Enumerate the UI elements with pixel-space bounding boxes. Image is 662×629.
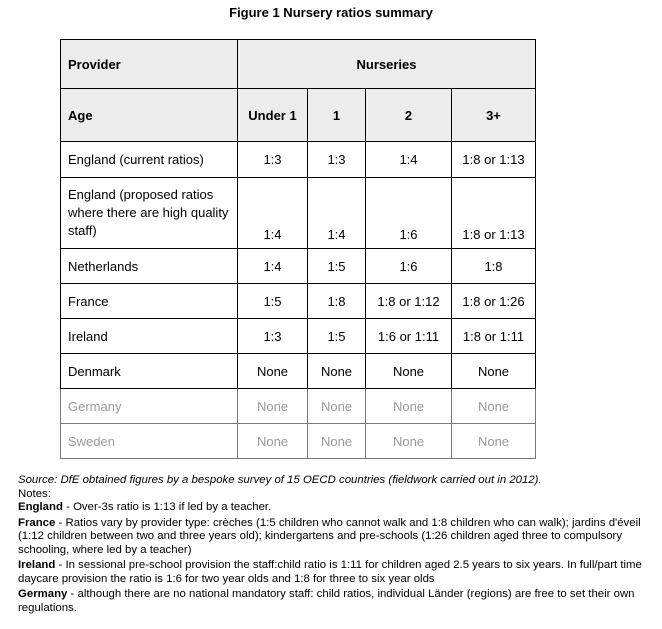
header-row-provider	[61, 40, 536, 89]
notes-section	[18, 474, 658, 615]
row-label: Denmark	[61, 354, 238, 389]
ratio-cell: 1:4	[238, 249, 308, 284]
row-label: England (proposed ratios where there are high quality staff)	[61, 178, 238, 249]
note-country: Ireland	[18, 559, 56, 571]
table-row	[61, 178, 536, 249]
note-country: Germany	[18, 588, 68, 600]
ratio-cell: None	[308, 424, 366, 459]
ratio-cell: 1:5	[238, 284, 308, 319]
note-text: Over-3s ratio is 1:13 if led by a teacher.	[73, 501, 272, 513]
note-text: In sessional pre-school provision the staff:child ratio is 1:11 for children aged 2.5 years to six years. In full/part time daycare provision the ratio is 1:6 for two year olds and 1:8 for three to six year olds	[18, 559, 642, 585]
note-england: England - Over-3s ratio is 1:13 if led by a teacher.	[18, 501, 272, 513]
row-label: Sweden	[61, 424, 238, 459]
ratio-cell: 1:8	[308, 284, 366, 319]
ratio-cell: 1:8 or 1:26	[452, 284, 536, 319]
age-column-under-1: Under 1	[238, 89, 308, 142]
note-ireland: Ireland - In sessional pre-school provision the staff:child ratio is 1:11 for children aged 2.5 years to six years. In full/part time daycare provision the ratio is 1:6 for two year olds and 1:8 for three to six year olds	[18, 559, 642, 585]
ratio-cell: None	[366, 389, 452, 424]
table-row	[61, 389, 536, 424]
ratio-cell: 1:8 or 1:11	[452, 319, 536, 354]
note-country: France	[18, 516, 56, 529]
nurseries-header: Nurseries	[238, 40, 536, 89]
note-text: although there are no national mandatory staff: child ratios, individual Länder (regions) are free to set their own regulations.	[18, 588, 635, 614]
age-column-2: 2	[366, 89, 452, 142]
nursery-ratios-table	[60, 39, 536, 459]
ratio-cell: None	[452, 424, 536, 459]
note-france: France - Ratios vary by provider type: crèches (1:5 children who cannot walk and 1:8 children who can walk); jardins d'éveil (1:12 children between two and three years old); kindergartens and pre-schools (1:26 children aged three to compulsory schooling, where led by a teacher)	[18, 516, 641, 556]
age-column-1: 1	[308, 89, 366, 142]
ratio-cell: None	[308, 389, 366, 424]
ratio-cell: 1:3	[238, 142, 308, 178]
figure-title: Figure 1 Nursery ratios summary	[229, 5, 433, 20]
ratio-cell: 1:6	[366, 249, 452, 284]
row-label: Netherlands	[61, 249, 238, 284]
ratio-cell: 1:4	[308, 178, 366, 249]
ratio-cell: None	[238, 389, 308, 424]
table-row	[61, 319, 536, 354]
ratio-cell: None	[366, 424, 452, 459]
table-row	[61, 354, 536, 389]
provider-header: Provider	[61, 40, 238, 89]
notes-label: Notes:	[18, 487, 51, 500]
ratio-cell: 1:8 or 1:12	[366, 284, 452, 319]
source-prefix: Source:	[18, 474, 58, 486]
ratio-cell: 1:4	[238, 178, 308, 249]
ratio-cell: None	[366, 354, 452, 389]
ratio-cell: 1:4	[366, 142, 452, 178]
header-row-age	[61, 89, 536, 142]
age-header: Age	[61, 89, 238, 142]
ratio-cell: 1:5	[308, 319, 366, 354]
ratio-cell: None	[308, 354, 366, 389]
note-text: Ratios vary by provider type: crèches (1:5 children who cannot walk and 1:8 children who can walk); jardins d'éveil (1:12 children between two and three years old); kindergartens and pre-schools (1:26 children aged three to compulsory schooling, where led by a teacher)	[18, 516, 641, 556]
row-label: Germany	[61, 389, 238, 424]
ratio-cell: 1:8 or 1:13	[452, 142, 536, 178]
ratio-cell: 1:3	[238, 319, 308, 354]
table-row	[61, 424, 536, 459]
note-germany: Germany - although there are no national mandatory staff: child ratios, individual Länder (regions) are free to set their own regulations.	[18, 588, 635, 614]
ratio-cell: None	[452, 389, 536, 424]
age-column-3-plus: 3+	[452, 89, 536, 142]
ratio-cell: 1:5	[308, 249, 366, 284]
ratio-cell: 1:8	[452, 249, 536, 284]
ratio-cell: None	[238, 424, 308, 459]
table-row	[61, 142, 536, 178]
source-line	[18, 474, 658, 488]
table-row	[61, 284, 536, 319]
ratio-cell: 1:6 or 1:11	[366, 319, 452, 354]
row-label: England (current ratios)	[61, 142, 238, 178]
row-label: Ireland	[61, 319, 238, 354]
ratio-cell: 1:8 or 1:13	[452, 178, 536, 249]
ratio-cell: 1:3	[308, 142, 366, 178]
note-country: England	[18, 501, 63, 513]
ratio-cell: 1:6	[366, 178, 452, 249]
ratio-cell: None	[238, 354, 308, 389]
ratio-cell: None	[452, 354, 536, 389]
table-row	[61, 249, 536, 284]
source-text: DfE obtained figures by a bespoke survey of 15 OECD countries (fieldwork carried out in 2012).	[60, 474, 542, 486]
row-label: France	[61, 284, 238, 319]
